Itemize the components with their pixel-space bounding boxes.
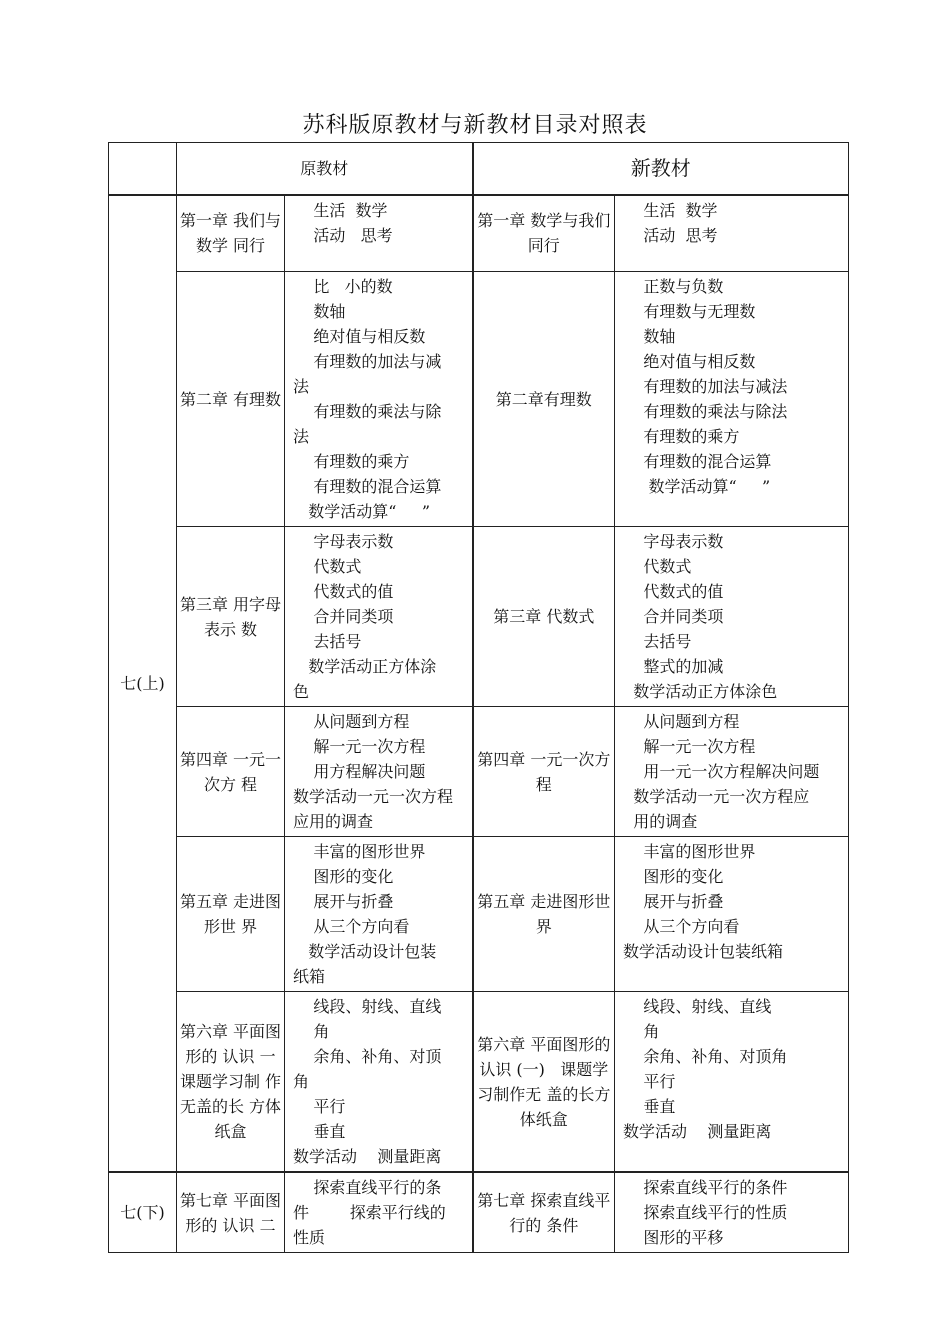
grade-7-lower: 七(下) [109, 1172, 177, 1253]
table-row [109, 992, 849, 1173]
new-chapter: 第三章 代数式 [473, 527, 615, 707]
grade-7-upper: 七(上) [109, 195, 177, 1173]
new-chapter: 第六章 平面图形的认识 (一) 课题学习制作无 盖的长方体纸盒 [473, 992, 615, 1173]
old-items: 线段、射线、直线 角 余角、补角、对顶 角 平行 垂直 数学活动 测量距离 [285, 992, 473, 1173]
old-items: 字母表示数 代数式 代数式的值 合并同类项 去括号 数学活动正方体涂 色 [285, 527, 473, 707]
old-items: 探索直线平行的条 件 探索平行线的 性质 [285, 1172, 473, 1253]
old-chapter: 第四章 一元一次方 程 [177, 707, 285, 837]
old-items: 丰富的图形世界 图形的变化 展开与折叠 从三个方向看 数学活动设计包装 纸箱 [285, 837, 473, 992]
new-items: 字母表示数 代数式 代数式的值 合并同类项 去括号 整式的加减 数学活动正方体涂色 [615, 527, 849, 707]
old-chapter: 第二章 有理数 [177, 272, 285, 527]
new-chapter: 第一章 数学与我们同行 [473, 195, 615, 272]
old-chapter: 第一章 我们与数学 同行 [177, 195, 285, 272]
new-chapter: 第七章 探索直线平行的 条件 [473, 1172, 615, 1253]
new-items: 从问题到方程 解一元一次方程 用一元一次方程解决问题 数学活动一元一次方程应 用的调查 [615, 707, 849, 837]
table-row [109, 195, 849, 272]
comparison-table [108, 142, 849, 1253]
new-chapter: 第二章有理数 [473, 272, 615, 527]
old-items: 比 小的数 数轴 绝对值与相反数 有理数的加法与减 法 有理数的乘法与除 法 有理数的乘方 有理数的混合运算 数学活动算“ ” [285, 272, 473, 527]
table-row [109, 707, 849, 837]
table-row [109, 272, 849, 527]
header-new: 新教材 [473, 143, 849, 195]
new-chapter: 第五章 走进图形世界 [473, 837, 615, 992]
new-chapter: 第四章 一元一次方程 [473, 707, 615, 837]
new-items: 丰富的图形世界 图形的变化 展开与折叠 从三个方向看 数学活动设计包装纸箱 [615, 837, 849, 992]
table-row [109, 1172, 849, 1253]
header-row [109, 143, 849, 195]
old-chapter: 第三章 用字母表示 数 [177, 527, 285, 707]
old-chapter: 第六章 平面图形的 认识 一 课题学习制 作无盖的长 方体纸盒 [177, 992, 285, 1173]
table-row [109, 527, 849, 707]
new-items: 线段、射线、直线 角 余角、补角、对顶角 平行 垂直 数学活动 测量距离 [615, 992, 849, 1173]
old-items: 生活 数学 活动 思考 [285, 195, 473, 272]
new-items: 探索直线平行的条件 探索直线平行的性质 图形的平移 [615, 1172, 849, 1253]
new-items: 生活 数学 活动 思考 [615, 195, 849, 272]
page-title: 苏科版原教材与新教材目录对照表 [302, 113, 648, 138]
new-items: 正数与负数 有理数与无理数 数轴 绝对值与相反数 有理数的加法与减法 有理数的乘法与除法 有理数的乘方 有理数的混合运算 数学活动算“ ” [615, 272, 849, 527]
header-blank [109, 143, 177, 195]
old-items: 从问题到方程 解一元一次方程 用方程解决问题 数学活动一元一次方程 应用的调查 [285, 707, 473, 837]
old-chapter: 第七章 平面图形的 认识 二 [177, 1172, 285, 1253]
header-original: 原教材 [177, 143, 473, 195]
table-row [109, 837, 849, 992]
old-chapter: 第五章 走进图形世 界 [177, 837, 285, 992]
